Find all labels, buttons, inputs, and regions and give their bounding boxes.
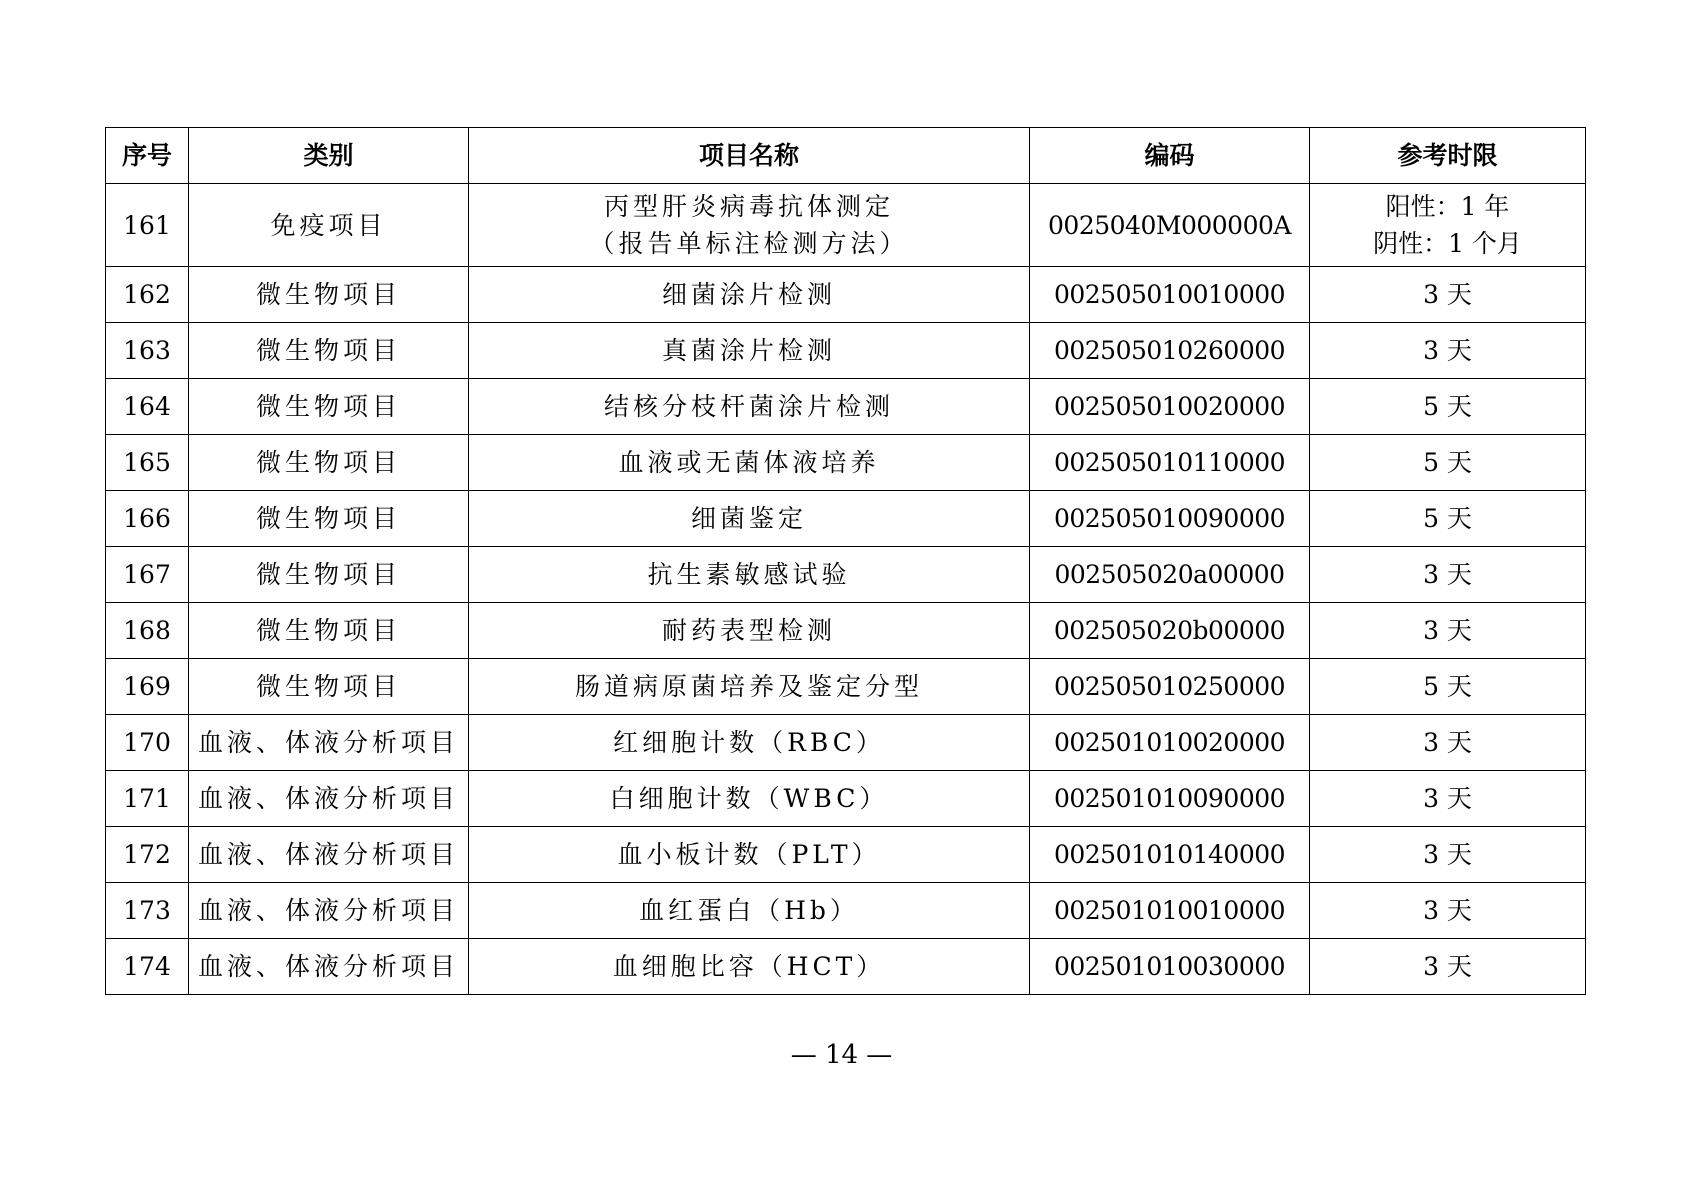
table-row bbox=[106, 659, 1586, 715]
page-number: — 14 — bbox=[790, 1040, 893, 1070]
cell-reference-limit bbox=[1310, 379, 1586, 435]
reference-limit-line: 5 天 bbox=[1423, 504, 1472, 533]
cell-item-name bbox=[469, 323, 1030, 379]
reference-limit-line: 3 天 bbox=[1423, 784, 1472, 813]
table-row bbox=[106, 323, 1586, 379]
item-name-line: 血细胞比容（HCT） bbox=[612, 952, 886, 981]
cell-code: 002505010260000 bbox=[1030, 323, 1310, 379]
item-name-line: 血液或无菌体液培养 bbox=[618, 448, 880, 477]
cell-code: 002505020b00000 bbox=[1030, 603, 1310, 659]
table-row bbox=[106, 827, 1586, 883]
table-body bbox=[106, 184, 1586, 995]
cell-reference-limit bbox=[1310, 827, 1586, 883]
cell-code: 002501010030000 bbox=[1030, 939, 1310, 995]
cell-code: 002501010010000 bbox=[1030, 883, 1310, 939]
cell-reference-limit bbox=[1310, 883, 1586, 939]
cell-item-name bbox=[469, 267, 1030, 323]
cell-reference-limit bbox=[1310, 939, 1586, 995]
cell-code: 0025040M000000A bbox=[1030, 184, 1310, 267]
cell-category: 微生物项目 bbox=[189, 435, 469, 491]
cell-serial-number: 168 bbox=[106, 603, 189, 659]
table-row bbox=[106, 939, 1586, 995]
cell-reference-limit bbox=[1310, 715, 1586, 771]
cell-reference-limit bbox=[1310, 184, 1586, 267]
cell-code: 002501010020000 bbox=[1030, 715, 1310, 771]
header-serial-number: 序号 bbox=[106, 128, 189, 184]
cell-item-name bbox=[469, 491, 1030, 547]
cell-category: 血液、体液分析项目 bbox=[189, 715, 469, 771]
cell-reference-limit bbox=[1310, 435, 1586, 491]
cell-reference-limit bbox=[1310, 547, 1586, 603]
reference-limit-line: 3 天 bbox=[1423, 616, 1472, 645]
cell-serial-number: 167 bbox=[106, 547, 189, 603]
cell-serial-number: 171 bbox=[106, 771, 189, 827]
cell-item-name bbox=[469, 827, 1030, 883]
cell-category: 微生物项目 bbox=[189, 491, 469, 547]
cell-serial-number: 174 bbox=[106, 939, 189, 995]
reference-limit-line: 3 天 bbox=[1423, 728, 1472, 757]
cell-serial-number: 163 bbox=[106, 323, 189, 379]
reference-limit-line: 阴性：1 个月 bbox=[1373, 229, 1522, 258]
item-name-line: 耐药表型检测 bbox=[661, 616, 836, 645]
cell-code: 002505010020000 bbox=[1030, 379, 1310, 435]
item-name-line: 细菌涂片检测 bbox=[661, 280, 836, 309]
cell-serial-number: 169 bbox=[106, 659, 189, 715]
reference-limit-line: 5 天 bbox=[1423, 672, 1472, 701]
cell-category: 血液、体液分析项目 bbox=[189, 827, 469, 883]
cell-item-name bbox=[469, 547, 1030, 603]
cell-category: 微生物项目 bbox=[189, 659, 469, 715]
reference-limit-line: 3 天 bbox=[1423, 336, 1472, 365]
cell-category: 血液、体液分析项目 bbox=[189, 771, 469, 827]
reference-limit-line: 3 天 bbox=[1423, 280, 1472, 309]
item-name-line: （报告单标注检测方法） bbox=[589, 229, 909, 258]
cell-serial-number: 172 bbox=[106, 827, 189, 883]
cell-item-name bbox=[469, 939, 1030, 995]
cell-serial-number: 162 bbox=[106, 267, 189, 323]
items-table bbox=[105, 127, 1586, 995]
cell-code: 002501010140000 bbox=[1030, 827, 1310, 883]
item-name-line: 肠道病原菌培养及鉴定分型 bbox=[574, 672, 923, 701]
cell-serial-number: 173 bbox=[106, 883, 189, 939]
table-row bbox=[106, 491, 1586, 547]
cell-item-name bbox=[469, 184, 1030, 267]
table-row bbox=[106, 715, 1586, 771]
cell-item-name bbox=[469, 379, 1030, 435]
table-row bbox=[106, 267, 1586, 323]
cell-serial-number: 164 bbox=[106, 379, 189, 435]
reference-limit-line: 5 天 bbox=[1423, 448, 1472, 477]
item-name-line: 丙型肝炎病毒抗体测定 bbox=[603, 192, 894, 221]
cell-item-name bbox=[469, 771, 1030, 827]
item-name-line: 红细胞计数（RBC） bbox=[613, 728, 885, 757]
cell-reference-limit bbox=[1310, 323, 1586, 379]
cell-category: 血液、体液分析项目 bbox=[189, 883, 469, 939]
cell-category: 微生物项目 bbox=[189, 267, 469, 323]
cell-item-name bbox=[469, 883, 1030, 939]
item-name-line: 细菌鉴定 bbox=[690, 504, 807, 533]
cell-category: 微生物项目 bbox=[189, 323, 469, 379]
item-name-line: 真菌涂片检测 bbox=[661, 336, 836, 365]
cell-code: 002505010250000 bbox=[1030, 659, 1310, 715]
reference-limit-line: 阳性：1 年 bbox=[1385, 192, 1510, 221]
item-name-line: 白细胞计数（WBC） bbox=[609, 784, 889, 813]
cell-item-name bbox=[469, 715, 1030, 771]
cell-serial-number: 165 bbox=[106, 435, 189, 491]
table-row bbox=[106, 435, 1586, 491]
cell-code: 002505010010000 bbox=[1030, 267, 1310, 323]
cell-item-name bbox=[469, 435, 1030, 491]
reference-limit-line: 3 天 bbox=[1423, 560, 1472, 589]
cell-serial-number: 170 bbox=[106, 715, 189, 771]
reference-limit-line: 5 天 bbox=[1423, 392, 1472, 421]
cell-reference-limit bbox=[1310, 659, 1586, 715]
table-row bbox=[106, 547, 1586, 603]
header-item-name: 项目名称 bbox=[469, 128, 1030, 184]
cell-category: 免疫项目 bbox=[189, 184, 469, 267]
cell-reference-limit bbox=[1310, 771, 1586, 827]
table-row bbox=[106, 771, 1586, 827]
cell-reference-limit bbox=[1310, 603, 1586, 659]
cell-category: 微生物项目 bbox=[189, 379, 469, 435]
cell-serial-number: 161 bbox=[106, 184, 189, 267]
table-header bbox=[106, 128, 1586, 184]
reference-limit-line: 3 天 bbox=[1423, 952, 1472, 981]
cell-reference-limit bbox=[1310, 267, 1586, 323]
item-name-line: 抗生素敏感试验 bbox=[647, 560, 851, 589]
cell-item-name bbox=[469, 659, 1030, 715]
cell-code: 002501010090000 bbox=[1030, 771, 1310, 827]
reference-limit-line: 3 天 bbox=[1423, 896, 1472, 925]
item-name-line: 血小板计数（PLT） bbox=[617, 840, 881, 869]
cell-item-name bbox=[469, 603, 1030, 659]
header-code: 编码 bbox=[1030, 128, 1310, 184]
cell-category: 微生物项目 bbox=[189, 603, 469, 659]
cell-category: 微生物项目 bbox=[189, 547, 469, 603]
cell-code: 002505020a00000 bbox=[1030, 547, 1310, 603]
cell-code: 002505010090000 bbox=[1030, 491, 1310, 547]
header-reference-limit: 参考时限 bbox=[1310, 128, 1586, 184]
item-name-line: 血红蛋白（Hb） bbox=[639, 896, 859, 925]
table-row bbox=[106, 883, 1586, 939]
cell-code: 002505010110000 bbox=[1030, 435, 1310, 491]
table-row bbox=[106, 603, 1586, 659]
cell-reference-limit bbox=[1310, 491, 1586, 547]
item-name-line: 结核分枝杆菌涂片检测 bbox=[603, 392, 894, 421]
table-row bbox=[106, 379, 1586, 435]
header-row bbox=[106, 128, 1586, 184]
cell-serial-number: 166 bbox=[106, 491, 189, 547]
cell-category: 血液、体液分析项目 bbox=[189, 939, 469, 995]
table-row bbox=[106, 184, 1586, 267]
header-category: 类别 bbox=[189, 128, 469, 184]
reference-limit-line: 3 天 bbox=[1423, 840, 1472, 869]
